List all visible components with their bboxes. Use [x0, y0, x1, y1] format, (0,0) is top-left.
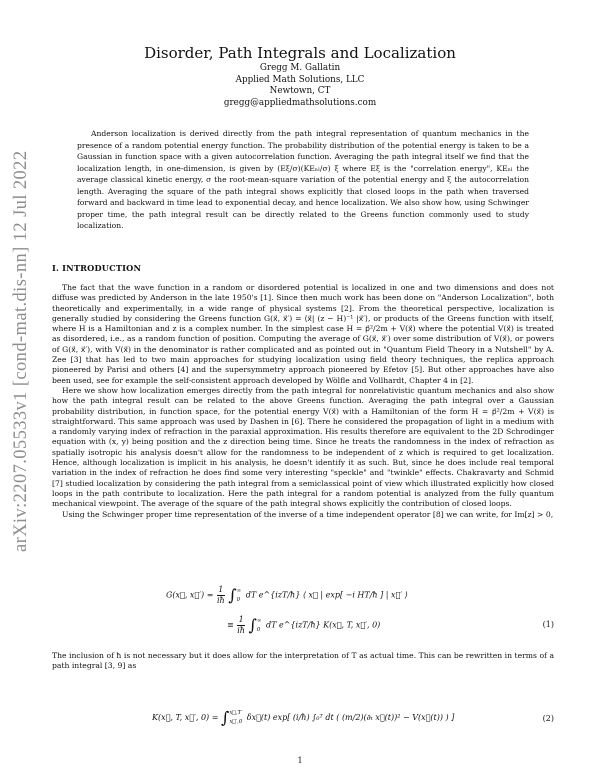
- paper-header: [0, 44, 600, 109]
- abstract-text: Anderson localization is derived directly from the path integral representation of quantum mechanics in the presence of a random potential energy function. The probability distribution of the potential energy is taken to be a Gaussian in function space with a given autocorrelation function. Averaging the path integral itself we find that the localization length, in one-dimension, is given by (Eξ/σ)(KEₙₗ/σ) ξ where Eξ is the "correlation energy", KEₙₗ the average classical kinetic energy, σ the root-mean-square variation of the potential energy and ξ the autocorrelation length. Averaging the square of the path integral shows explicitly that closed loops in the path when traversed forward and backward in time lead to exponential decay, and hence localization. We also show how, using Schwinger proper time, the path integral result can be directly related to the Greens function commonly used to study localization.: [77, 129, 529, 230]
- email[interactable]: gregg@appliedmathsolutions.com: [223, 97, 377, 108]
- eq2-limits: x⃗,T x⃗′,0: [229, 710, 243, 725]
- between-text: The inclusion of ħ is not necessary but it does allow for the interpretation of T as actual time. This can be rewritten in terms of a path integral [3, 9] as: [52, 651, 554, 671]
- eq1-limits: ∞ 0: [256, 617, 262, 633]
- equation-2: [52, 705, 554, 741]
- intro-body: [52, 283, 554, 520]
- equation-1: G(x⃗, x⃗′) = $\frac{1}{iħ}$ ∫∞ 0 dT e^{izT/ħ} ⟨ x⃗ | exp[ −i HT/ħ ] | x⃗′ ⟩ ≡ $\frac{1}{iħ}$ ∫∞ 0 dT e^{izT/ħ} K(x⃗, T, x⃗′, 0) (1): [166, 585, 554, 635]
- section-heading: I. INTRODUCTION: [52, 263, 142, 273]
- eq1-limits: ∞ 0: [236, 587, 242, 603]
- integral-sign: ∫: [220, 708, 230, 727]
- between-text-block: [52, 651, 554, 672]
- integral-sign: ∫: [228, 585, 237, 605]
- integral-sign: ∫: [248, 615, 257, 635]
- affiliation: Applied Math Solutions, LLC: [235, 74, 365, 85]
- eq1-frac: $\frac{1}{iħ}$: [216, 585, 225, 605]
- eq2-number: (2): [542, 714, 554, 723]
- eq1-rhs1: dT e^{izT/ħ} ⟨ x⃗ | exp[ −i HT/ħ ] | x⃗′ ⟩: [245, 590, 408, 600]
- abstract: [77, 128, 529, 232]
- eq1-lhs: G(x⃗, x⃗′) =: [166, 590, 214, 600]
- page-number: 1: [297, 756, 303, 765]
- paper-title: Disorder, Path Integrals and Localization: [144, 44, 456, 62]
- paragraph: Using the Schwinger proper time representation of the inverse of a time independent operator [8] we can write, for Im[z] > 0,: [62, 509, 554, 519]
- eq2-rhs: δx⃗(t) exp[ (i/ħ) ∫₀ᵀ dt ( (m/2)(∂ₜ x⃗(t))² − V(x⃗(t)) ) ]: [246, 713, 455, 722]
- arxiv-stamp: arXiv:2207.05533v1 [cond-mat.dis-nn] 12 Jul 2022: [11, 150, 31, 552]
- eq1-frac2: $\frac{1}{iħ}$: [237, 615, 245, 635]
- location: Newtown, CT: [269, 86, 331, 97]
- author-name: Gregg M. Gallatin: [259, 63, 341, 73]
- eq1-number: (1): [542, 620, 554, 629]
- eq2-lhs: K(x⃗, T, x⃗′, 0) =: [152, 713, 219, 722]
- paragraph: The fact that the wave function in a random or disordered potential is localized in one and two dimensions and does not diffuse was predicted by Anderson in the late 1950's [1]. Since then much work has been done on "Anderson Localization", both theoretically and experimentally, in a wide range of physical systems [2]. From the theoretical perspective, localization is generally studied by considering the Greens function G(x⃗, x⃗′) = ⟨x⃗| (z − H)⁻¹ |x⃗′⟩, or products of the Greens function with itself, where H is a Hamiltonian and z is a complex number. In the simplest case H = p⃗²/2m + V(x⃗) where the potential V(x⃗) is treated as disordered, i.e., as a random function of position. Computing the average of G(x⃗, x⃗′) over some distribution of V(x⃗), or powers of G(x⃗, x⃗′), with V(x⃗) in the denominator is rather complicated and as pointed out in "Quantum Field Theory in a Nutshell" by A. Zee [3] that has led to two main approaches for studying localization using field theory techniques, the replica approach pioneered by Parisi and others [4] and the supersymmetry approach pioneered by Efetov [5]. But other approaches have also been used, see for example the self-consistent approach developed by Wölfle and Vollhardt, Chapter 4 in [2].: [52, 283, 554, 385]
- eq1-rhs2: dT e^{izT/ħ} K(x⃗, T, x⃗′, 0): [266, 620, 381, 630]
- paragraph: Here we show how localization emerges directly from the path integral for nonrelativistic quantum mechanics and also show how the path integral result can be related to the above Greens function. Averaging the path integral over a Gaussian probability distribution, in function space, for the potential energy V(x⃗) with a Hamiltonian of the form H = p⃗²/2m + V(x⃗) is straightforward. This same approach was used by Dashen in [6]. There he considered the propagation of light in a medium with a randomly varying index of refraction in the paraxial approximation. His results therefore are equivalent to the 2D Schrodinger equation with (x, y) being position and the z direction being time. Since he treats the randomness in the index of refraction as spatially isotropic his analysis doesn't allow for the randomness to be independent of z which is required to get localization. Hence, although localization is implicit in his analysis, he doesn't identify it as such. But, since he does include real temporal variation in the index of refraction he does find some very interesting "speckle" and "twinkle" effects. Chakravarty and Schmid [7] studied localization by considering the path integral from a semiclassical point of view which illustrated explicitly how closed loops in the path contribute to localization. Here the path integral for a random potential is analyzed from the fully quantum mechanical viewpoint. The average of the square of the path integral shows explicitly the contribution of closed loops.: [52, 385, 554, 509]
